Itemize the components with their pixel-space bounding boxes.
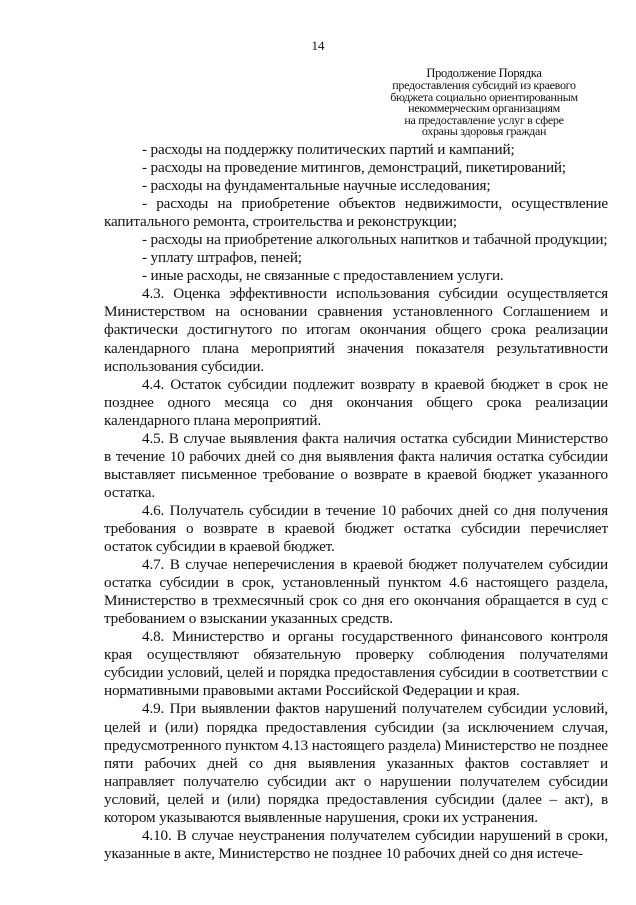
list-item: - расходы на приобретение алкогольных напитков и табачной продукции;: [142, 231, 608, 249]
paragraph-4-8: 4.8. Министерство и органы государственного финансового контроля края осуществляют обязательную проверку соблюдения получателями субсидии условий, целей и порядка предоставления субсидии в соответствии с нормативными правовыми актами Российской Федерации и края.: [104, 628, 608, 700]
header-line: некоммерческим организациям: [408, 101, 560, 115]
paragraph-4-9: 4.9. При выявлении фактов нарушений получателем субсидии условий, целей и (или) порядка предоставления субсидии (за исключением случая, предусмотренного пунктом 4.13 настоящего раздела) Министерство не позднее пяти рабочих дней со дня выявления указанных фактов составляет и направляет получателю субсидии акт о нарушении получателем субсидии условий, целей и (или) порядка предоставления субсидии (далее – акт), в котором указываются выявленные нарушения, сроки их устранения.: [104, 700, 608, 826]
header-line: бюджета социально ориентированным: [390, 89, 578, 104]
paragraph-4-10: 4.10. В случае неустранения получателем субсидии нарушений в сроки, указанные в акте, Министерство не позднее 10 рабочих дней со дня истече-: [104, 826, 608, 862]
list-item: - расходы на проведение митингов, демонстраций, пикетирований;: [142, 159, 566, 177]
paragraph-4-3: 4.3. Оценка эффективности использования субсидии осуществляется Министерством на основании сравнения установленного Соглашением и фактически достигнутого по итогам окончания общего срока реализации календарного плана мероприятий значения показателя результативности использования субсидии.: [104, 285, 608, 375]
header-line: предоставления субсидий из краевого: [392, 78, 576, 92]
paragraph-4-7: 4.7. В случае неперечисления в краевой бюджет получателем субсидии остатка субсидии в срок, установленный пунктом 4.6 настоящего раздела, Министерство в трехмесячный срок со дня его окончания обращается в суд с требованием о взыскании указанных средств.: [104, 556, 608, 628]
paragraph-4-5: 4.5. В случае выявления факта наличия остатка субсидии Министерство в течение 10 рабочих дней со дня выявления факта наличия остатка субсидии выставляет письменное требование о возврате в краевой бюджет указанного остатка.: [104, 429, 608, 501]
list-item: - уплату штрафов, пеней;: [142, 249, 302, 267]
page-number: 14: [311, 38, 325, 53]
header-line: охраны здоровья граждан: [421, 124, 547, 138]
header-title: Продолжение Порядка: [426, 66, 542, 80]
list-item: - расходы на фундаментальные научные исследования;: [142, 177, 491, 195]
header-line: на предоставление услуг в сфере: [404, 112, 564, 127]
list-item: - расходы на приобретение объектов недвижимости, осуществление капитального ремонта, строительства и реконструкции;: [104, 195, 608, 231]
body-text: [104, 141, 608, 863]
paragraph-4-4: 4.4. Остаток субсидии подлежит возврату в краевой бюджет в срок не позднее одного месяца со дня окончания общего срока реализации календарного плана мероприятий.: [104, 375, 608, 429]
header-block: [384, 66, 584, 138]
list-item: - расходы на поддержку политических партий и кампаний;: [142, 141, 515, 158]
list-item: - иные расходы, не связанные с предоставлением услуги.: [142, 267, 504, 285]
paragraph-4-6: 4.6. Получатель субсидии в течение 10 рабочих дней со дня получения требования о возврате в краевой бюджет остатка субсидии перечисляет остаток субсидии в краевой бюджет.: [104, 501, 608, 556]
